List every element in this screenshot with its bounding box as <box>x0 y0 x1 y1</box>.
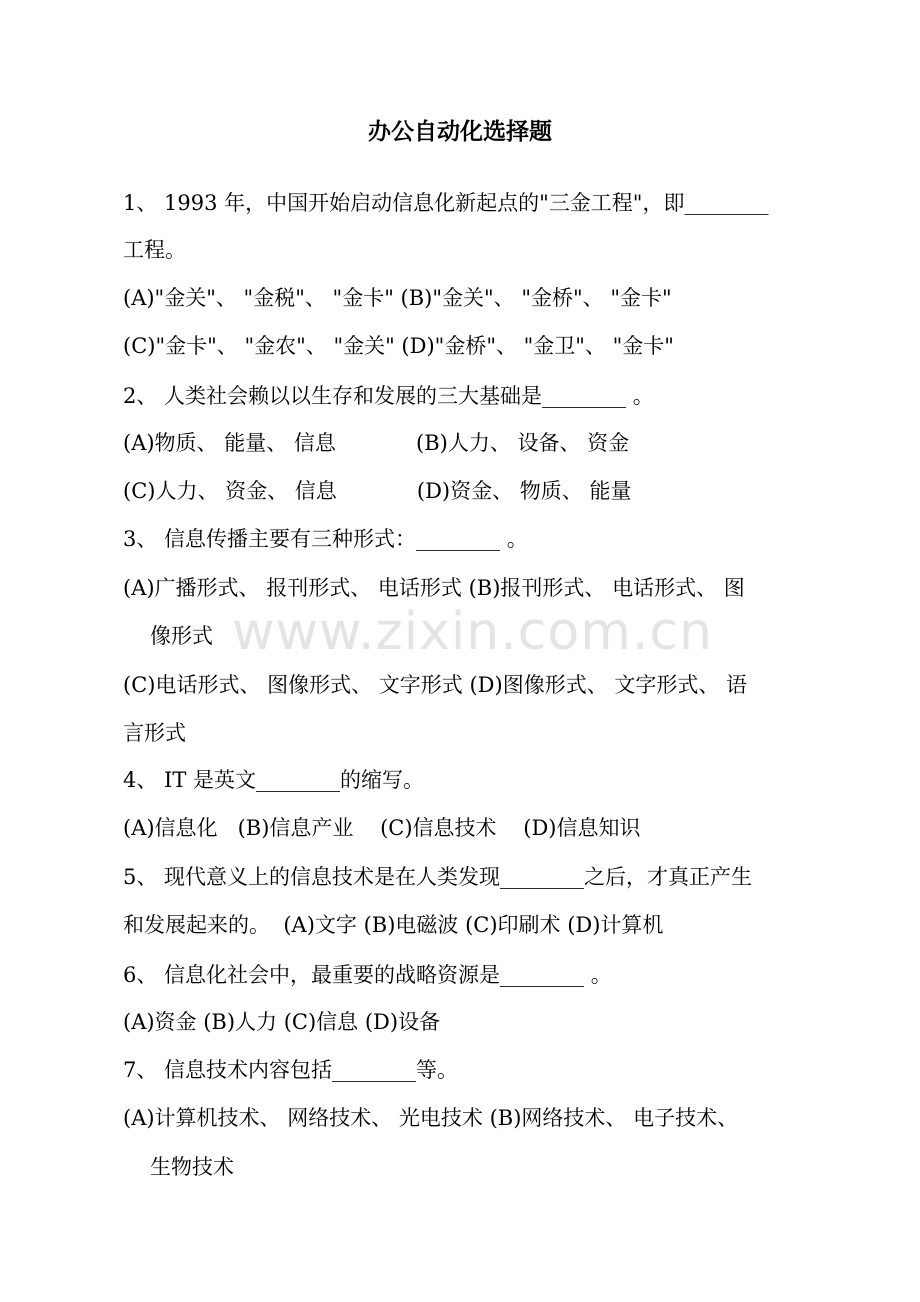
question-2-options-ab: (A)物质、 能量、 信息 (B)人力、 设备、 资金 <box>123 431 630 455</box>
question-1-line-2: 工程。 <box>123 238 186 262</box>
question-3-options-ab-cont: 像形式 <box>150 624 213 648</box>
question-6-options: (A)资金 (B)人力 (C)信息 (D)设备 <box>123 1010 441 1034</box>
watermark: www.zixin.com.cn <box>232 602 713 662</box>
question-3-options-ab: (A)广播形式、 报刊形式、 电话形式 (B)报刊形式、 电话形式、 图 <box>123 576 745 600</box>
question-1-options-cd: (C)"金卡"、 "金农"、 "金关" (D)"金桥"、 "金卫"、 "金卡" <box>123 334 674 358</box>
question-2-options-cd: (C)人力、 资金、 信息 (D)资金、 物质、 能量 <box>123 479 632 503</box>
question-4: 4、 IT 是英文________的缩写。 <box>123 768 425 792</box>
question-3-options-cd-cont: 言形式 <box>123 721 186 745</box>
question-5-line-1: 5、 现代意义上的信息技术是在人类发现________之后，才真正产生 <box>123 865 753 889</box>
question-6: 6、 信息化社会中，最重要的战略资源是________ 。 <box>123 963 612 987</box>
question-7-options-ab-cont: 生物技术 <box>150 1155 234 1179</box>
question-7-options-ab: (A)计算机技术、 网络技术、 光电技术 (B)网络技术、 电子技术、 <box>123 1106 739 1130</box>
question-1-options-ab: (A)"金关"、 "金税"、 "金卡" (B)"金关"、 "金桥"、 "金卡" <box>123 286 672 310</box>
question-5-line-2: 和发展起来的。 (A)文字 (B)电磁波 (C)印刷术 (D)计算机 <box>123 913 664 937</box>
question-3-options-cd: (C)电话形式、 图像形式、 文字形式 (D)图像形式、 文字形式、 语 <box>123 673 748 697</box>
page-title: 办公自动化选择题 <box>368 119 552 145</box>
question-4-options: (A)信息化 (B)信息产业 (C)信息技术 (D)信息知识 <box>123 816 641 840</box>
question-7: 7、 信息技术内容包括________等。 <box>123 1058 459 1082</box>
question-1-line-1: 1、 1993 年，中国开始启动信息化新起点的"三金工程"，即________ <box>123 191 769 215</box>
question-2: 2、 人类社会赖以以生存和发展的三大基础是________ 。 <box>123 384 654 408</box>
question-3: 3、 信息传播主要有三种形式：________ 。 <box>123 527 528 551</box>
